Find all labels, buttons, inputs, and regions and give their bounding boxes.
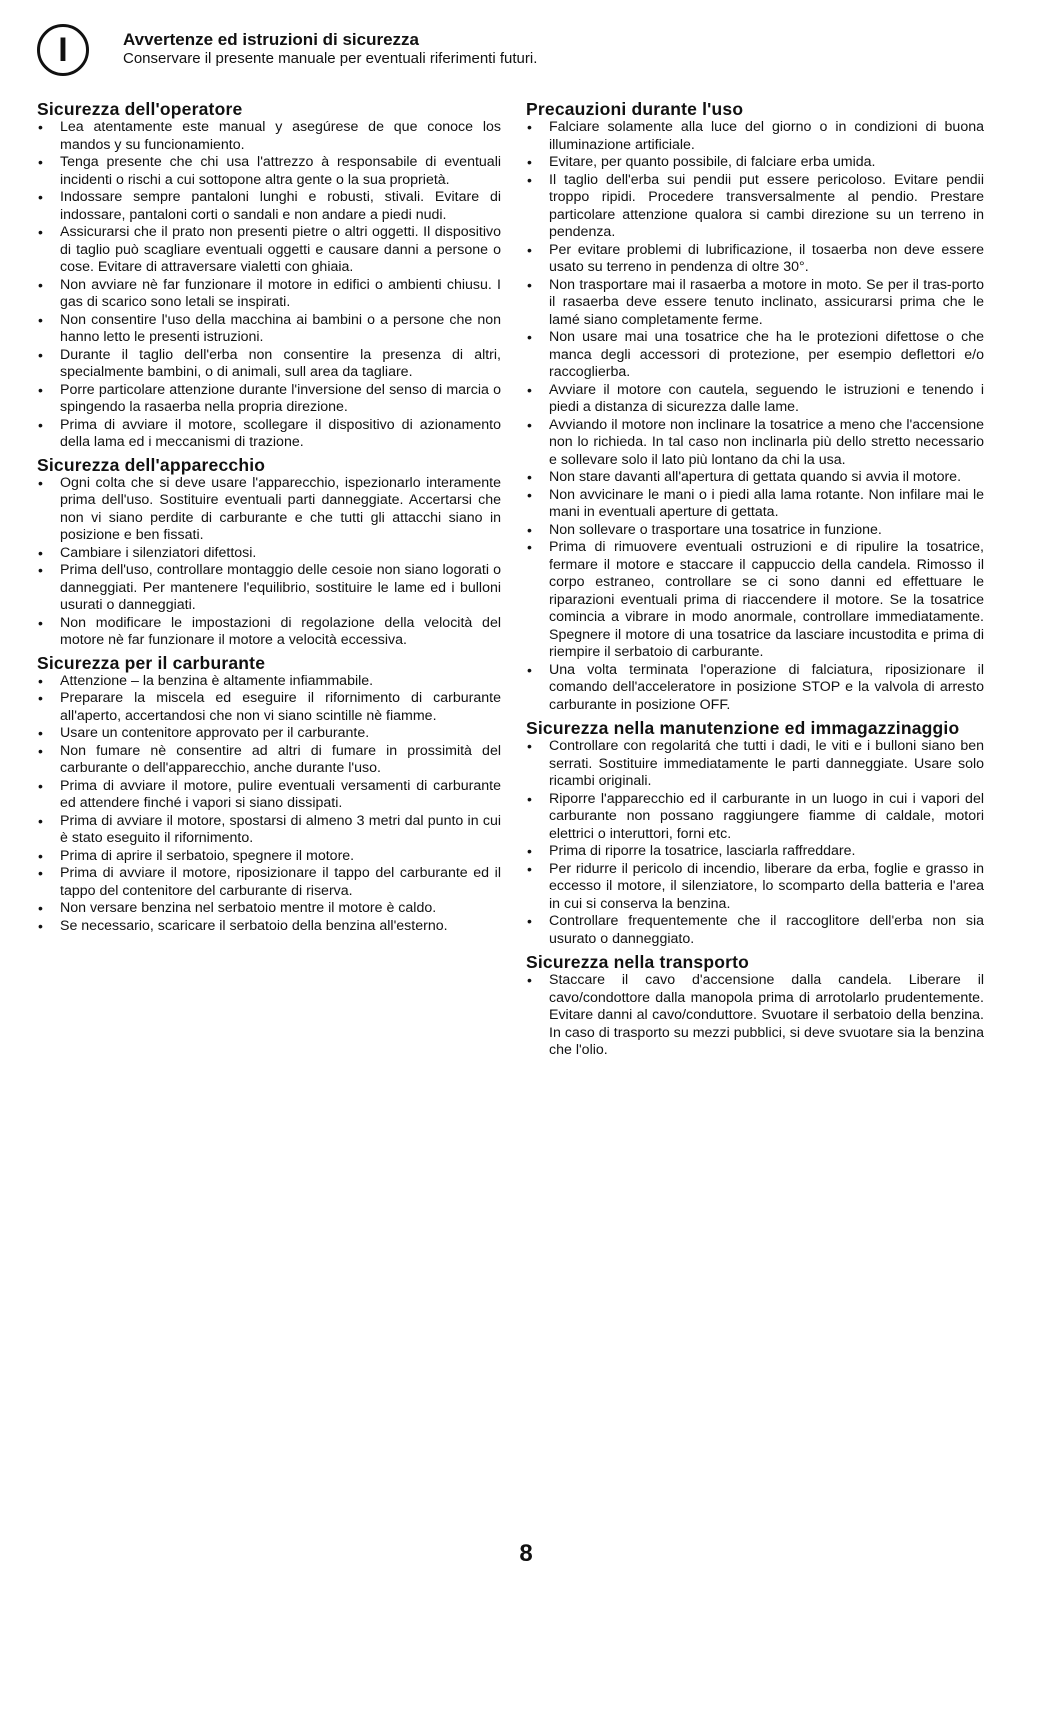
list-item: • Ogni colta che si deve usare l'apparecchio, ispezionarlo interamente prima dell'uso. Sostituire eventuali parti danneggiate. Accertarsi che non vi siano perdite di carburante e che tutti gli attacchi siano in posizione e ben fissati.: [37, 475, 501, 545]
list-item: • Non sollevare o trasportare una tosatrice in funzione.: [526, 522, 984, 540]
list-item: • Se necessario, scaricare il serbatoio della benzina all'esterno.: [37, 918, 501, 936]
list-item: • Non stare davanti all'apertura di gettata quando si avvia il motore.: [526, 469, 984, 487]
list-item: • Prima di avviare il motore, riposizionare il tappo del carburante ed il tappo del contenitore del carburante di riserva.: [37, 865, 501, 900]
page-title: Avvertenze ed istruzioni di sicurezza: [123, 30, 420, 49]
page-number: 8: [519, 1540, 533, 1567]
list-item: • Prima di aprire il serbatoio, spegnere il motore.: [37, 848, 501, 866]
list-item: • Staccare il cavo d'accensione dalla candela. Liberare il cavo/condottore dalla manopola prima di arrotolarlo prudentemente. Evitare danni al cavo/conduttore. Svuotare il serbatoio della benzina. In caso di trasporto su mezzi pubblici, si deve svuotare sia la benzina che l'olio.: [526, 972, 984, 1060]
section-heading-sicurezza-per-il-carburante: Sicurezza per il carburante: [37, 652, 266, 673]
list-item: • Durante il taglio dell'erba non consentire la presenza di altri, specialmente bambini, o di animali, sull area da tagliare.: [37, 347, 501, 382]
list-item: • Non usare mai una tosatrice che ha le protezioni difettose o che manca degli accessori di protezione, per esempio deflettori e/o raccoglierba.: [526, 329, 984, 382]
page-header: [37, 24, 1017, 86]
list-item: • Non consentire l'uso della macchina ai bambini o a persone che non hanno letto le presenti istruzioni.: [37, 312, 501, 347]
list-item: • Falciare solamente alla luce del giorno o in condizioni di buona illuminazione artificiale.: [526, 119, 984, 154]
right-column: [526, 99, 984, 1060]
list-item: • Prima di avviare il motore, scollegare il dispositivo di azionamento della lama ed i meccanismi di trazione.: [37, 417, 501, 452]
list-item: • Cambiare i silenziatori difettosi.: [37, 545, 501, 563]
bullet-list: [37, 673, 501, 936]
list-item: • Preparare la miscela ed eseguire il rifornimento di carburante all'aperto, accertandosi che non vi siano scintille nè fiamme.: [37, 690, 501, 725]
list-item: • Lea atentamente este manual y asegúrese de que conoce los mandos y su funcionamiento.: [37, 119, 501, 154]
section-heading-sicurezza-dell-operatore: Sicurezza dell'operatore: [37, 99, 243, 119]
list-item: • Per evitare problemi di lubrificazione, il tosaerba non deve essere usato su terreno in pendenza di oltre 30°.: [526, 242, 984, 277]
list-item: • Non versare benzina nel serbatoio mentre il motore è caldo.: [37, 900, 501, 918]
bullet-list: [37, 475, 501, 650]
bullet-list: [526, 972, 984, 1060]
list-item: • Prima di rimuovere eventuali ostruzioni e di ripulire la tosatrice, fermare il motore e staccare il cappuccio della candela. Rimosso il corpo estraneo, controllare se ci sono danni ed effettuare le riparazioni eventuali prima di riaccendere il motore. Se la tosatrice comincia a vibrare in modo anormale, controllare immediatamente. Spegnere il motore di una tosatrice da lasciare incustodita e prima di riempire il serbatoio di carburante.: [526, 539, 984, 662]
list-item: • Non fumare nè consentire ad altri di fumare in prossimità del carburante o dell'apparecchio, anche durante l'uso.: [37, 743, 501, 778]
list-item: • Controllare frequentemente che il raccoglitore dell'erba non sia usurato o danneggiato.: [526, 913, 984, 948]
list-item: • Non avvicinare le mani o i piedi alla lama rotante. Non infilare mai le mani in eventuali aperture di gettata.: [526, 487, 984, 522]
bullet-list: [37, 119, 501, 452]
bullet-list: [526, 738, 984, 948]
list-item: • Riporre l'apparecchio ed il carburante in un luogo in cui i vapori del carburante non possano raggiungere fiamme di caldale, motori elettrici o interuttori, forni etc.: [526, 791, 984, 844]
left-column: [37, 99, 501, 935]
list-item: • Per ridurre il pericolo di incendio, liberare da erba, foglie e grasso in eccesso il motore, il silenziatore, lo scomparto della batteria e l'area in cui si conserva la benzina.: [526, 861, 984, 914]
list-item: • Avviando il motore non inclinare la tosatrice a meno che l'accensione non lo richieda. In tal caso non inclinarla più dello stretto necessario e sollevare solo il lato più lontano da chi la usa.: [526, 417, 984, 470]
list-item: • Indossare sempre pantaloni lunghi e robusti, stivali. Evitare di indossare, pantaloni corti o sandali e non andare a piedi nudi.: [37, 189, 501, 224]
list-item: • Prima di avviare il motore, pulire eventuali versamenti di carburante ed attendere finché i vapori si siano dissipati.: [37, 778, 501, 813]
list-item: • Prima dell'uso, controllare montaggio delle cesoie non siano logorati o danneggiati. Per mantenere l'equilibrio, sostituire le lame ed i bulloni usurati o danneggiati.: [37, 562, 501, 615]
list-item: • Non modificare le impostazioni di regolazione della velocità del motore nè far funzionare il motore a velocità eccessiva.: [37, 615, 501, 650]
page-subtitle: Conservare il presente manuale per eventuali riferimenti futuri.: [123, 50, 538, 67]
list-item: • Attenzione – la benzina è altamente infiammabile.: [37, 673, 501, 691]
section-heading-sicurezza-dell-apparecchio: Sicurezza dell'apparecchio: [37, 454, 266, 475]
bullet-list: [526, 119, 984, 714]
section-heading-sicurezza-nella-transporto: Sicurezza nella transporto: [526, 952, 750, 972]
list-item: • Avviare il motore con cautela, seguendo le istruzioni e tenendo i piedi a distanza di sicurezza dalle lame.: [526, 382, 984, 417]
list-item: • Usare un contenitore approvato per il carburante.: [37, 725, 501, 743]
language-badge: I: [37, 24, 89, 76]
list-item: • Tenga presente che chi usa l'attrezzo à responsabile di eventuali incidenti o rischi a cui sottopone altra gente o la sua proprietà.: [37, 154, 501, 189]
section-heading-sicurezza-nella-manutenzione-ed-immagazzinaggio: Sicurezza nella manutenzione ed immagazzinaggio: [526, 718, 960, 738]
list-item: • Una volta terminata l'operazione di falciatura, riposizionare il comando dell'acceleratore in posizione STOP e la valvola di arresto carburante in posizione OFF.: [526, 662, 984, 715]
list-item: • Prima di avviare il motore, spostarsi di almeno 3 metri dal punto in cui è stato eseguito il rifornimento.: [37, 813, 501, 848]
list-item: • Non trasportare mai il rasaerba a motore in moto. Se per il tras-porto il rasaerba deve essere tenuto inclinato, assicurarsi prima che le lamé siano completamente ferme.: [526, 277, 984, 330]
list-item: • Porre particolare attenzione durante l'inversione del senso di marcia o spingendo la rasaerba nella propria direzione.: [37, 382, 501, 417]
section-heading-precauzioni-durante-l-uso: Precauzioni durante l'uso: [526, 99, 744, 119]
list-item: • Il taglio dell'erba sui pendii put essere pericoloso. Evitare pendii troppo ripidi. Procedere transversalmente al pendio. Prestare particolare attenzione qualora si cambi direzione su un terreno in pendenza.: [526, 172, 984, 242]
list-item: • Prima di riporre la tosatrice, lasciarla raffreddare.: [526, 843, 984, 861]
list-item: • Assicurarsi che il prato non presenti pietre o altri oggetti. Il dispositivo di taglio può scagliare eventuali oggetti e causare danni a persone o cose. Evitare di attraversare vialetti con ghiaia.: [37, 224, 501, 277]
list-item: • Controllare con regolaritá che tutti i dadi, le viti e i bulloni siano ben serrati. Sostituire immediatamente le parti danneggiate. Usare solo ricambi originali.: [526, 738, 984, 791]
list-item: • Evitare, per quanto possibile, di falciare erba umida.: [526, 154, 984, 172]
list-item: • Non avviare nè far funzionare il motore in edifici o ambienti chiusu. I gas di scarico sono letali se inspirati.: [37, 277, 501, 312]
